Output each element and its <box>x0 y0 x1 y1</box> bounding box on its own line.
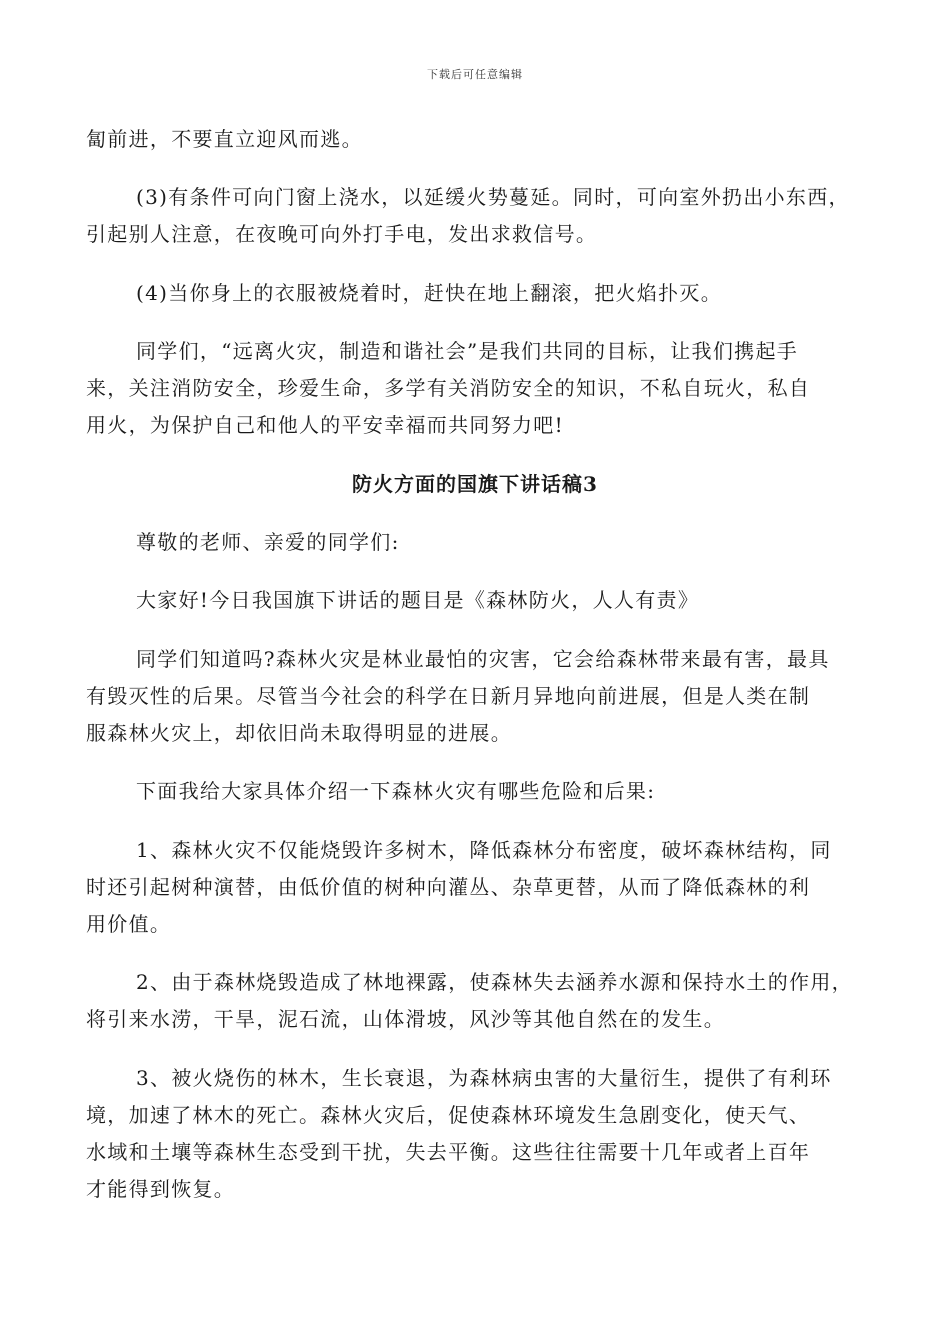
section-heading: 防火方面的国旗下讲话稿3 <box>352 472 598 496</box>
paragraph-line: 才能得到恢复。 <box>86 1177 236 1201</box>
paragraph-line: 来，关注消防安全，珍爱生命，多学有关消防安全的知识，不私自玩火，私自 <box>86 376 811 400</box>
paragraph-line: 时还引起树种演替，由低价值的树种向灌丛、杂草更替，从而了降低森林的利 <box>86 875 811 899</box>
paragraph-line: 引起别人注意，在夜晚可向外打手电，发出求救信号。 <box>86 222 598 246</box>
paragraph-line: 尊敬的老师、亲爱的同学们: <box>136 530 400 554</box>
paragraph-line: 大家好!今日我国旗下讲话的题目是《森林防火，人人有责》 <box>136 588 700 612</box>
paragraph-line: 同学们，“远离火灾，制造和谐社会”是我们共同的目标，让我们携起手 <box>136 339 799 363</box>
paragraph-line: (3)有条件可向门窗上浇水，以延缓火势蔓延。同时，可向室外扔出小东西， <box>136 185 850 209</box>
paragraph-line: 用价值。 <box>86 912 172 936</box>
paragraph-line: 将引来水涝，干旱，泥石流，山体滑坡，风沙等其他自然在的发生。 <box>86 1007 725 1031</box>
paragraph-line: 下面我给大家具体介绍一下森林火灾有哪些危险和后果: <box>136 779 656 803</box>
paragraph-line: 服森林火灾上，却依旧尚未取得明显的进展。 <box>86 721 512 745</box>
page-header: 下载后可任意编辑 <box>427 68 523 81</box>
paragraph-line: (4)当你身上的衣服被烧着时，赶快在地上翻滚，把火焰扑灭。 <box>136 281 723 305</box>
paragraph-line: 有毁灭性的后果。尽管当今社会的科学在日新月异地向前进展，但是人类在制 <box>86 684 811 708</box>
paragraph-line: 水域和土壤等森林生态受到干扰，失去平衡。这些往往需要十几年或者上百年 <box>86 1140 811 1164</box>
paragraph-line: 用火，为保护自己和他人的平安幸福而共同努力吧! <box>86 413 564 437</box>
paragraph-line: 匐前进，不要直立迎风而逃。 <box>86 127 363 151</box>
paragraph-line: 3、被火烧伤的林木，生长衰退，为森林病虫害的大量衍生，提供了有利环 <box>136 1066 832 1090</box>
paragraph-line: 同学们知道吗?森林火灾是林业最怕的灾害，它会给森林带来最有害，最具 <box>136 647 830 671</box>
paragraph-line: 境，加速了林木的死亡。森林火灾后，促使森林环境发生急剧变化，使天气、 <box>86 1103 811 1127</box>
paragraph-line: 2、由于森林烧毁造成了林地裸露，使森林失去涵养水源和保持水土的作用， <box>136 970 853 994</box>
paragraph-line: 1、森林火灾不仅能烧毁许多树木，降低森林分布密度，破坏森林结构，同 <box>136 838 832 862</box>
